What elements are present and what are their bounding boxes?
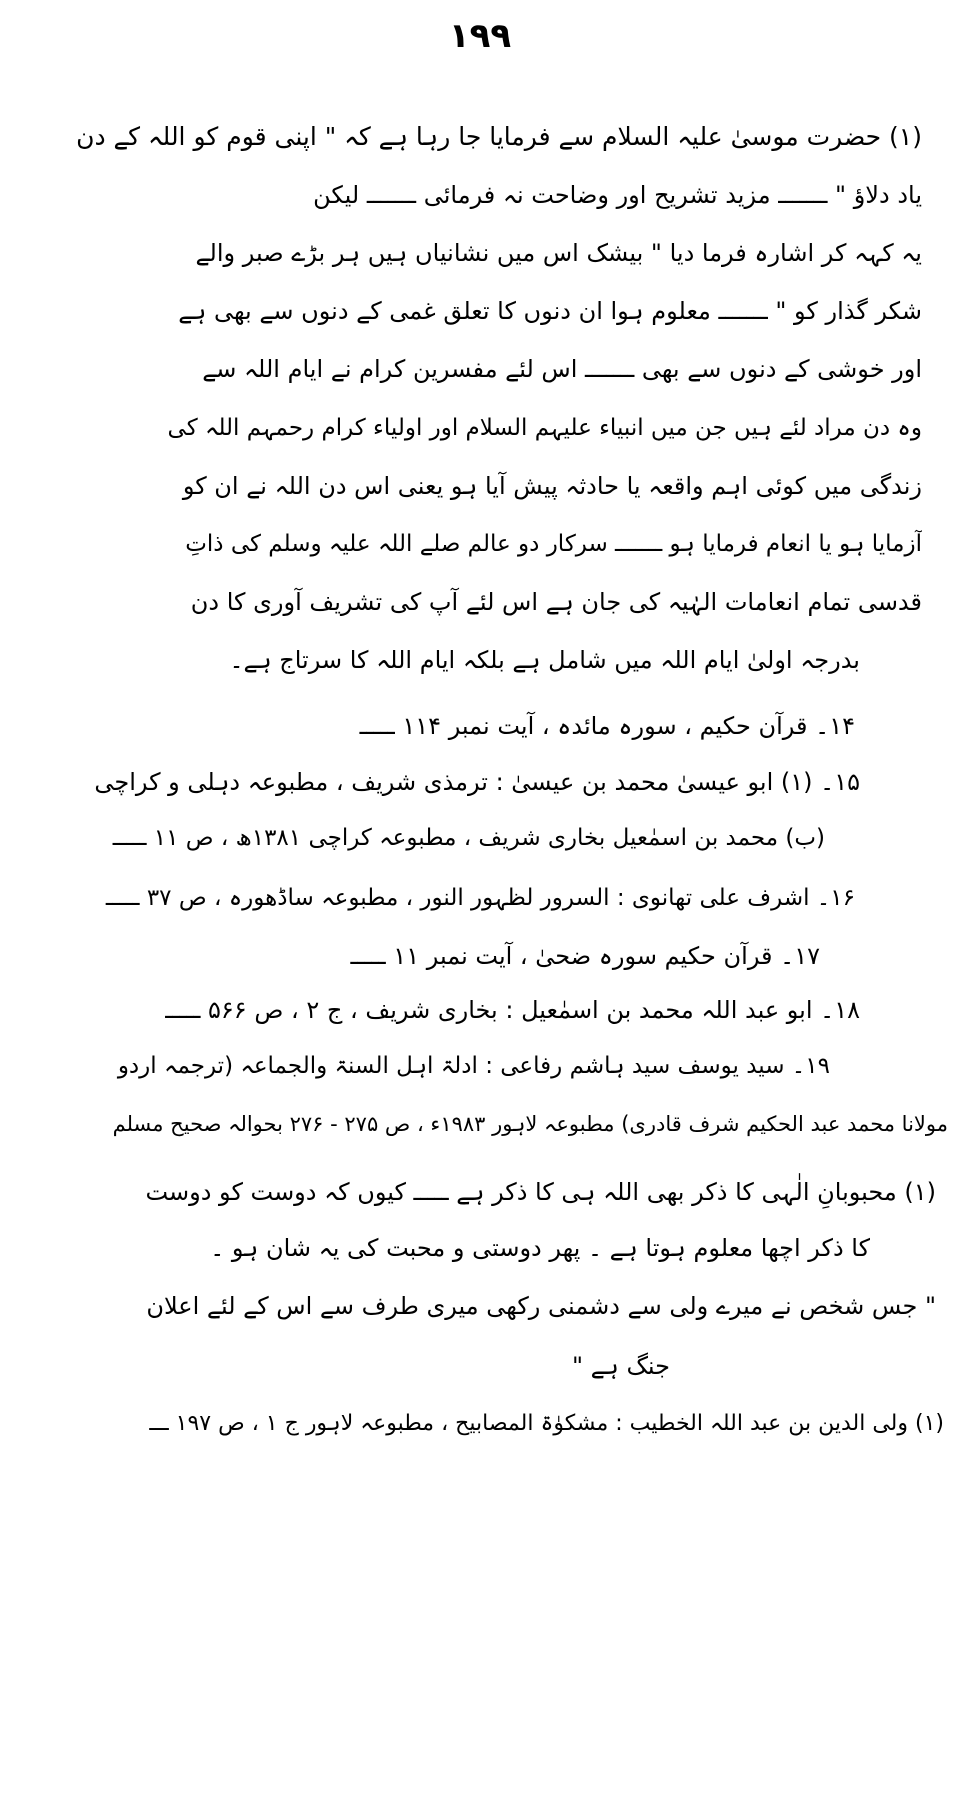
text-line: قدسی تمام انعامات الہٰیہ کی جان ہے اس لئے آپ کی تشریف آوری کا دن xyxy=(190,588,922,616)
footnote-line: ۱۴۔ قرآن حکیم ، سورہ مائدہ ، آیت نمبر ۱۱۴ ـــــ xyxy=(359,712,855,740)
quote-line: " جس شخص نے میرے ولی سے دشمنی رکھی میری طرف سے اس کے لئے اعلان xyxy=(146,1292,936,1320)
footnote-line: (ب) محمد بن اسمٰعیل بخاری شریف ، مطبوعہ کراچی ۱۳۸۱ھ ، ص ۱۱ ـــــ xyxy=(112,825,825,851)
footnote-line: ۱۷۔ قرآن حکیم سورہ ضحیٰ ، آیت نمبر ۱۱ ـــــ xyxy=(350,942,820,970)
text-line: کا ذکر اچھا معلوم ہوتا ہے ۔ پھر دوستی و محبت کی یہ شان ہو ۔ xyxy=(210,1234,870,1262)
footnote-line: ۱۶۔ اشرف علی تھانوی : السرور لظہور النور ، مطبوعہ ساڈھورہ ، ص ۳۷ ـــــ xyxy=(105,885,855,911)
text-line: (۱) حضرت موسیٰ علیہ السلام سے فرمایا جا رہا ہے کہ " اپنی قوم کو اللہ کے دن xyxy=(76,122,922,151)
footnote-line: ۱۸۔ ابو عبد اللہ محمد بن اسمٰعیل : بخاری شریف ، ج ۲ ، ص ۵۶۶ ـــــ xyxy=(165,996,860,1024)
page-number: ۱۹۹ xyxy=(448,16,512,56)
text-line: آزمایا ہو یا انعام فرمایا ہو ـــــــ سرکار دو عالم صلے اللہ علیہ وسلم کی ذاتِ xyxy=(185,531,922,557)
text-line: اور خوشی کے دنوں سے بھی ـــــــ اس لئے مفسرین کرام نے ایام اللہ سے xyxy=(202,355,922,383)
footnote-line: مولانا محمد عبد الحکیم شرف قادری) مطبوعہ لاہور ۱۹۸۳ء ، ص ۲۷۵ - ۲۷۶ بحوالہ صحیح مسلم xyxy=(112,1112,948,1136)
text-line: بدرجہ اولیٰ ایام اللہ میں شامل ہے بلکہ ایام اللہ کا سرتاج ہے۔ xyxy=(229,646,860,674)
footnote-line: ۱۵۔ (۱) ابو عیسیٰ محمد بن عیسیٰ : ترمذی شریف ، مطبوعہ دہلی و کراچی xyxy=(94,768,860,796)
quote-line: جنگ ہے " xyxy=(572,1352,670,1380)
text-line: شکر گذار کو " ـــــــ معلوم ہوا ان دنوں کا تعلق غمی کے دنوں سے بھی ہے xyxy=(178,297,922,325)
footnote-line: (۱) ولی الدین بن عبد اللہ الخطیب : مشکوٰۃ المصابیح ، مطبوعہ لاہور ج ۱ ، ص ۱۹۷ ـــ xyxy=(149,1411,944,1436)
text-line: (۱) محبوبانِ الٰہی کا ذکر بھی اللہ ہی کا ذکر ہے ـــــ کیوں کہ دوست کو دوست xyxy=(145,1178,936,1206)
text-line: یہ کہہ کر اشارہ فرما دیا " بیشک اس میں نشانیاں ہیں ہر بڑے صبر والے xyxy=(195,239,922,267)
text-line: یاد دلاؤ " ـــــــ مزید تشریح اور وضاحت نہ فرمائی ـــــــ لیکن xyxy=(313,181,922,209)
footnote-line: ۱۹۔ سید یوسف سید ہاشم رفاعی : ادلۃ اہل السنۃ والجماعہ (ترجمہ اردو xyxy=(117,1053,830,1079)
text-line: وہ دن مراد لئے ہیں جن میں انبیاء علیہم السلام اور اولیاء کرام رحمہم اللہ کی xyxy=(167,415,922,441)
text-line: زندگی میں کوئی اہم واقعہ یا حادثہ پیش آیا ہو یعنی اس دن اللہ نے ان کو xyxy=(182,472,922,500)
